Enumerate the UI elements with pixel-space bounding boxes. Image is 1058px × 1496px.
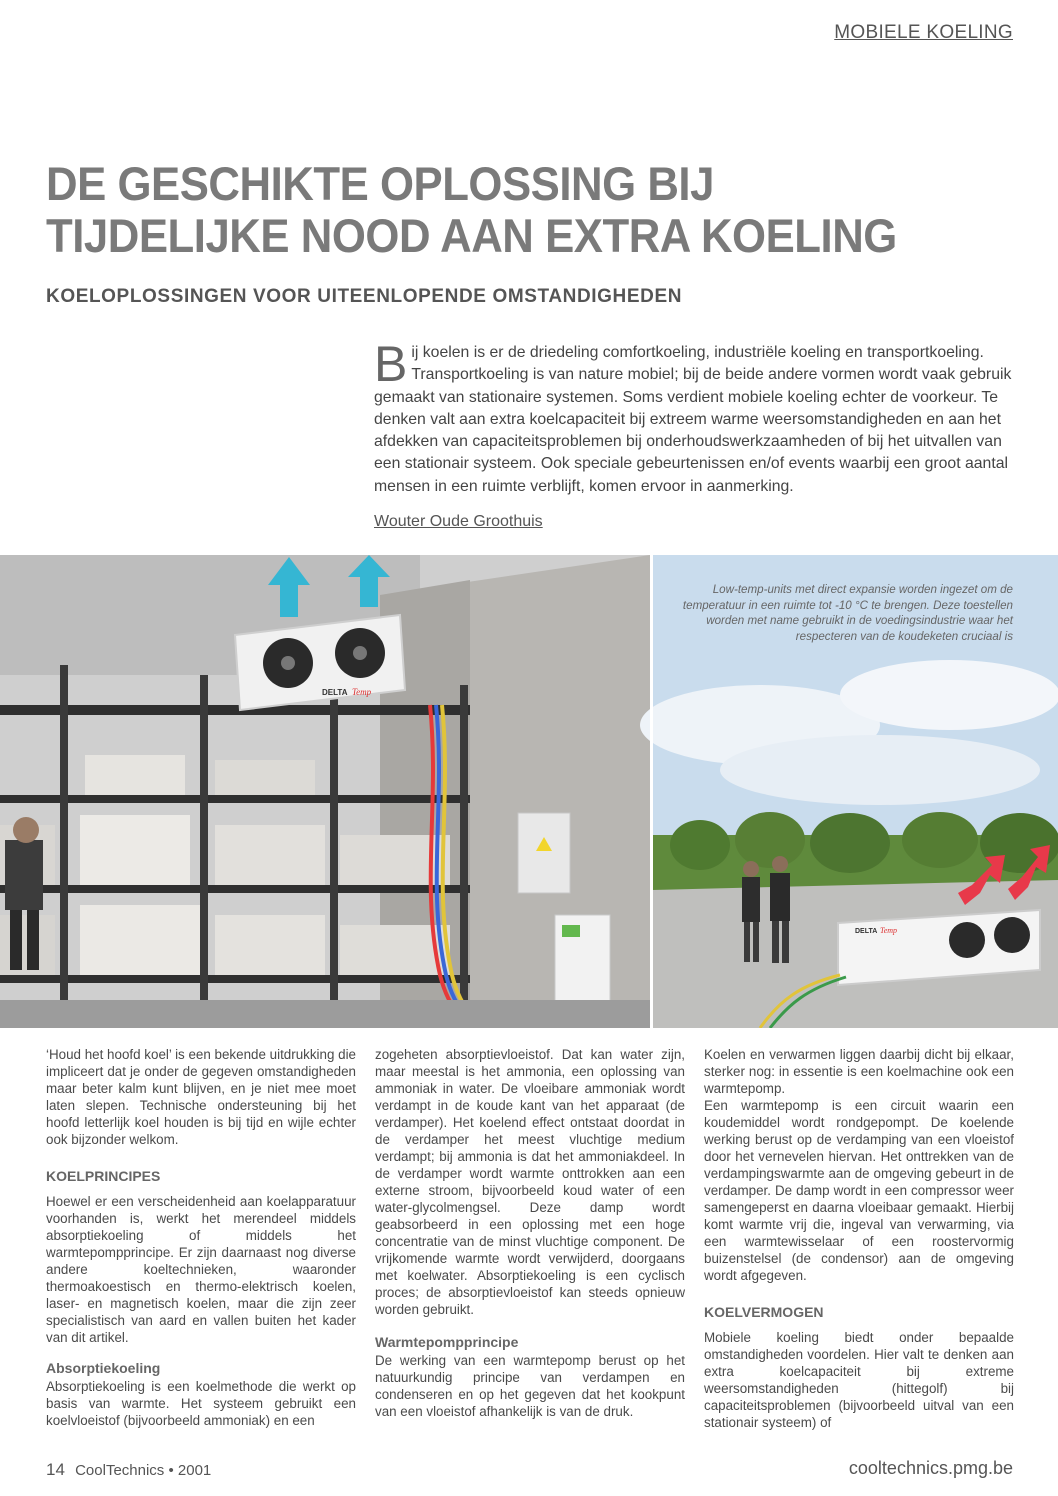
column-1: [46, 1046, 356, 1429]
paragraph: zogeheten absorptievloeistof. Dat kan water zijn, maar meestal is het ammonia, een oplossing van ammoniak in water. De vloeibare ammoniak wordt verdampt in de koude kant van het apparaat (de verdamper). Het koelend effect ontstaat doordat in de verdamper het meest vluchtige medium verdampt; bij ammonia is dat het ammoniakdeel. In de verdamper wordt warmte onttrokken aan een externe stroom, bijvoorbeeld koud water of een water-glycolmengsel. Deze damp wordt geabsorbeerd in een oplossing met een hoge concentratie van de minst vluchtige component. De vrijkomende warmte wordt verwijderd, doorgaans met koelwater. Absorptiekoeling is een cyclisch proces; de absorptievloeistof kan steeds opnieuw worden gebruikt.: [375, 1047, 685, 1317]
paragraph: Een warmtepomp is een circuit waarin een koudemiddel wordt rondgepompt. De koelende werking berust op de verdamping van een vloeistof door het vernevelen hiervan. Het onttrekken van de verdampingswarmte aan de omgeving gebeurt in de verdamper. De damp wordt in een compressor weer samengeperst en daarna vloeibaar gemaakt. Hierbij komt warmte vrij die, ingeval van verwarming, via een warmtewisselaar of een roostervormig buizenstelsel (de condensor) aan de omgeving wordt afgegeven.: [704, 1098, 1014, 1283]
website-link[interactable]: cooltechnics.pmg.be: [848, 1458, 1013, 1478]
photo-caption: Low-temp-units met direct expansie worden ingezet om de temperatuur in een ruimte tot -10 °C te brengen. Deze toestellen worden met name gebruikt in de voedingsindustrie waar het respecteren van de koudeketen cruciaal is: [682, 583, 1013, 643]
unit-brand-left: DELTA: [322, 688, 348, 697]
paragraph: Koelen en verwarmen liggen daarbij dicht bij elkaar, sterker nog: in essentie is een koelmachine ook een warmtepomp.: [704, 1047, 1014, 1096]
paragraph: De werking van een warmtepomp berust op het natuurkundig principe van verdampen en condenseren en op het gegeven dat het kookpunt van een vloeistof afhankelijk is van de druk.: [375, 1353, 685, 1419]
unit-brand-left-sub: Temp: [352, 687, 372, 697]
subsection-heading: Absorptiekoeling: [46, 1360, 161, 1376]
intro-text: ij koelen is er de driedeling comfortkoeling, industriële koeling en transportkoeling. Transportkoeling is van nature mobiel; bij de beide andere vormen wordt vaak gebruik gemaakt van stationaire systemen. Soms verdient mobiele koeling echter de voorkeur. Te denken valt aan extra koelcapaciteit bij extreem warme weersomstandigheden en aan het afdekken van capaciteitsproblemen bij onderhoudswerkzaamheden of bij het uitvallen van een stationair systeem. Ook speciale gebeurtenissen en/of events waarbij een groot aantal mensen in een ruimte verblijft, komen ervoor in aanmerking.: [374, 344, 1012, 495]
unit-brand-right-sub: Temp: [880, 926, 898, 935]
intro-paragraph: [374, 336, 1014, 498]
section-heading: KOELVERMOGEN: [704, 1304, 824, 1320]
column-3: [704, 1046, 1014, 1431]
subsection-heading: Warmtepompprincipe: [375, 1334, 519, 1350]
paragraph: Hoewel er een verscheidenheid aan koelapparatuur voorhanden is, werkt het merendeel middels absorptiekoeling of middels het warmtepompprincipe. Er zijn daarnaast nog diverse andere koeltechnieken, waaronder thermoakoestisch en thermo-elektrisch koelen, laser- en magnetisch koelen, maar die zijn zeer specialistisch van aard en vallen buiten het kader van dit artikel.: [46, 1194, 356, 1345]
drop-cap: B: [374, 336, 408, 392]
section-heading: KOELPRINCIPES: [46, 1168, 161, 1184]
column-2: [375, 1046, 685, 1420]
footer-info: [46, 1460, 211, 1480]
section-tag: MOBIELE KOELING: [834, 22, 1013, 43]
page-number: 14: [46, 1460, 65, 1479]
paragraph: Mobiele koeling biedt onder bepaalde omstandigheden voordelen. Hier valt te denken aan extra koelcapaciteit bij extreme weersomstandigheden (hittegolf) bij capaciteitsproblemen (bijvoorbeeld uitval van een stationair systeem) of: [704, 1330, 1014, 1430]
magazine-issue: CoolTechnics • 2001: [75, 1462, 212, 1479]
paragraph: ‘Houd het hoofd koel’ is een bekende uitdrukking die impliceert dat je onder de gegeven omstandigheden maar beter kalm kunt blijven, en je niet mee moet laten slepen. Technische ondersteuning bij het hoofd letterlijk koel houden is bij tijd en wijle echter ook bijzonder welkom.: [46, 1047, 356, 1147]
article-subtitle: KOELOPLOSSINGEN VOOR UITEENLOPENDE OMSTANDIGHEDEN: [46, 286, 683, 307]
article-title: DE GESCHIKTE OPLOSSING BIJ TIJDELIJKE NOOD AAN EXTRA KOELING: [46, 157, 897, 262]
unit-brand-right: DELTA: [855, 928, 878, 935]
author-link[interactable]: Wouter Oude Groothuis: [374, 513, 543, 530]
paragraph: Absorptiekoeling is een koelmethode die werkt op basis van warmte. Het systeem gebruikt een koelvloeistof (bijvoorbeeld ammoniak) en een: [46, 1379, 356, 1428]
